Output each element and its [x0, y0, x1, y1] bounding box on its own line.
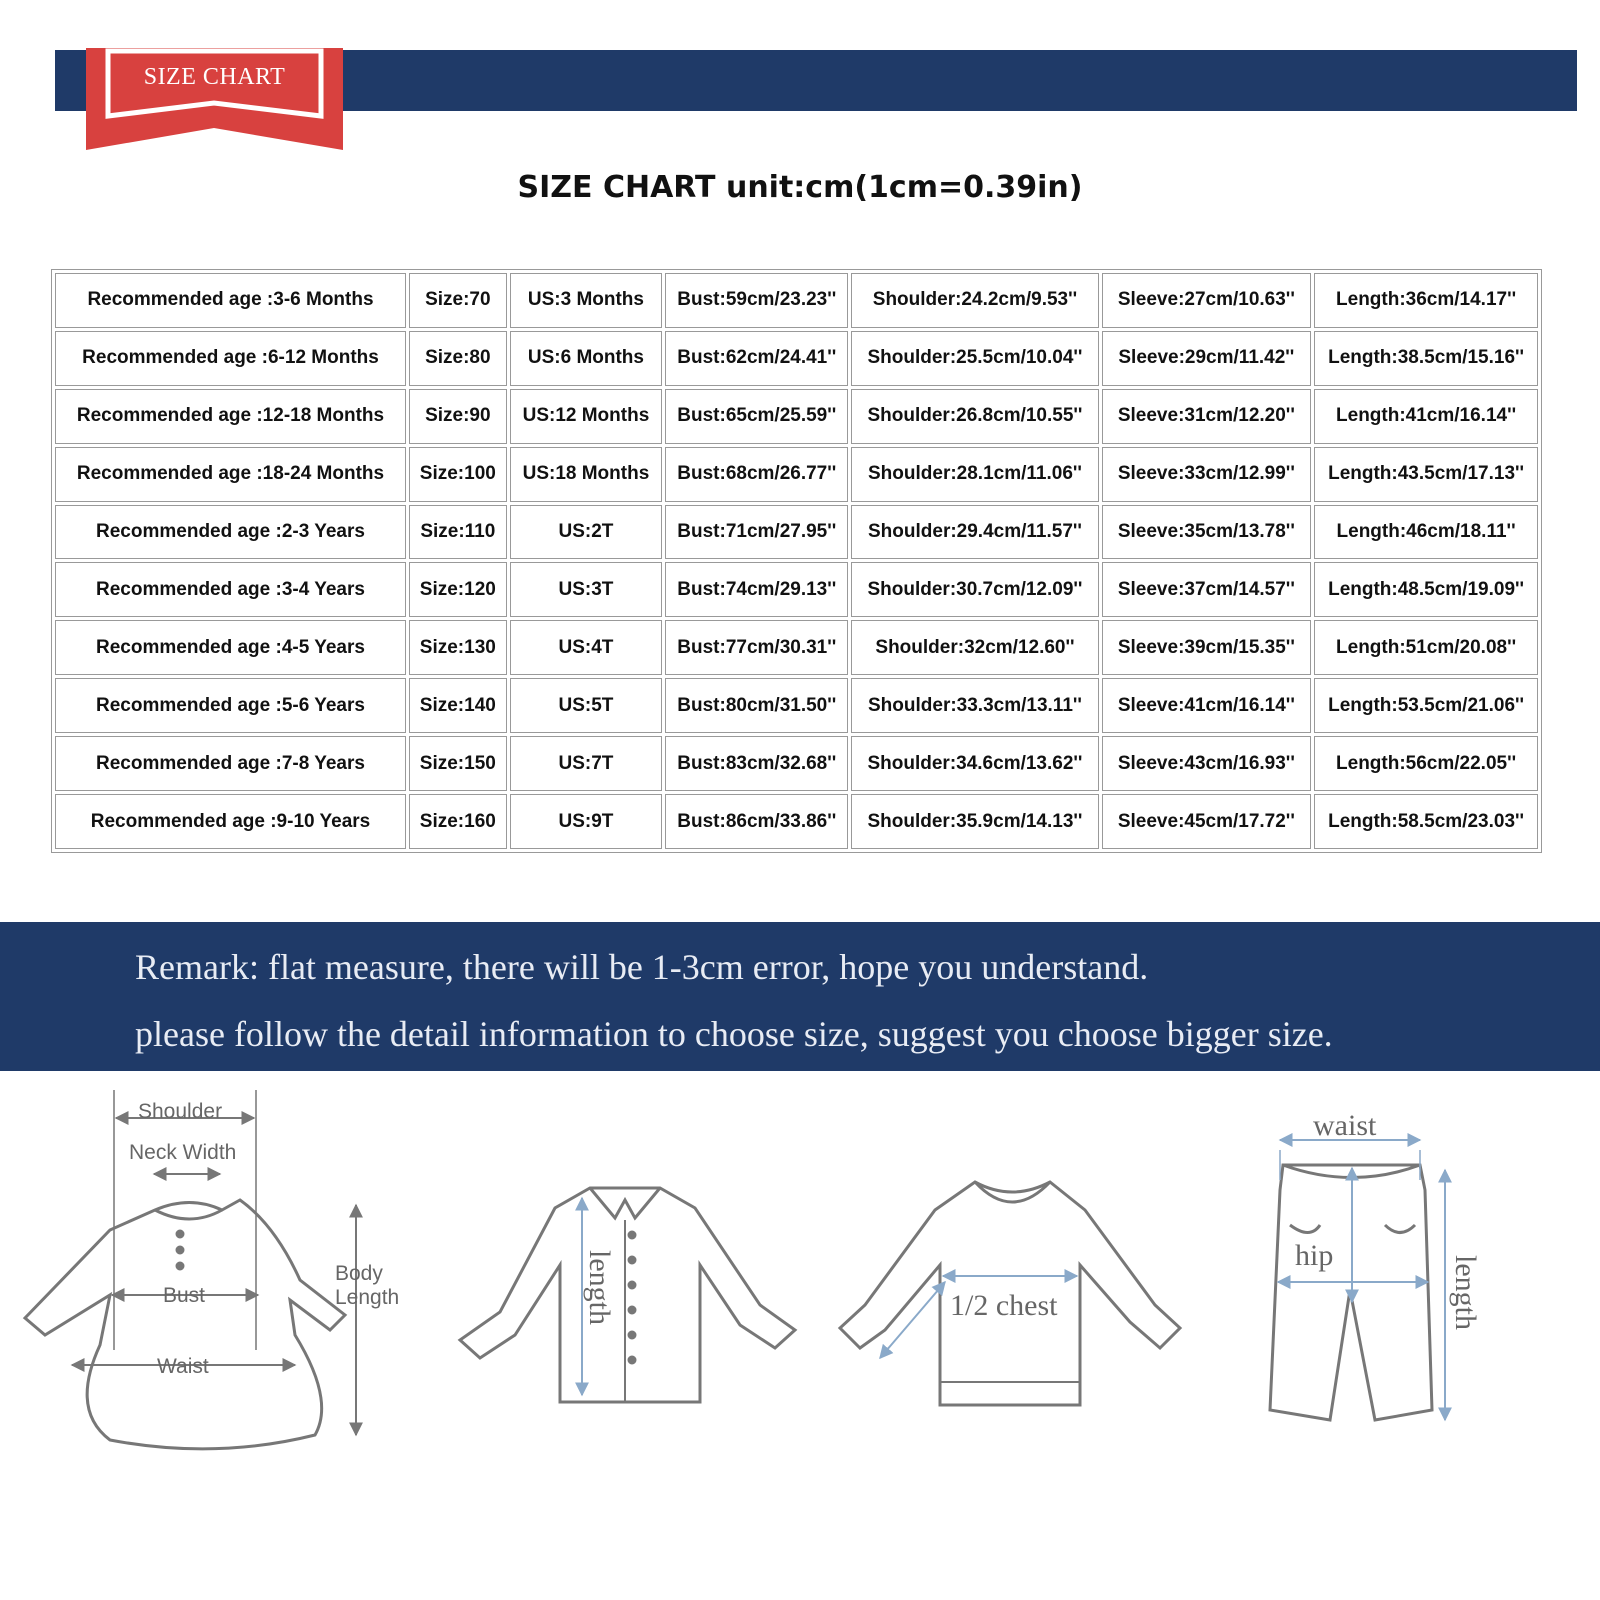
- pants-hip-label: hip: [1295, 1239, 1334, 1272]
- remark-line-2: please follow the detail information to choose size, suggest you choose bigger size.: [135, 1014, 1333, 1054]
- table-cell: Length:58.5cm/23.03'': [1314, 794, 1538, 849]
- table-cell: Shoulder:28.1cm/11.06'': [851, 447, 1098, 502]
- pants-waist-label: waist: [1313, 1109, 1377, 1142]
- table-cell: Length:38.5cm/15.16'': [1314, 331, 1538, 386]
- table-cell: Recommended age :4-5 Years: [55, 620, 406, 675]
- shirt-diagram: [460, 1188, 795, 1402]
- table-cell: Bust:83cm/32.68'': [665, 736, 848, 791]
- table-cell: Bust:59cm/23.23'': [665, 273, 848, 328]
- table-cell: Shoulder:26.8cm/10.55'': [851, 389, 1098, 444]
- pants-diagram: [1270, 1140, 1445, 1420]
- table-cell: Size:80: [409, 331, 507, 386]
- table-cell: Recommended age :3-6 Months: [55, 273, 406, 328]
- dress-waist-label: Waist: [157, 1355, 209, 1378]
- table-cell: Length:48.5cm/19.09'': [1314, 562, 1538, 617]
- table-cell: Length:46cm/18.11'': [1314, 505, 1538, 560]
- table-cell: Recommended age :9-10 Years: [55, 794, 406, 849]
- dress-body-label: Body: [335, 1262, 383, 1285]
- table-cell: Sleeve:35cm/13.78'': [1102, 505, 1312, 560]
- table-row: [55, 736, 1538, 791]
- table-cell: Bust:71cm/27.95'': [665, 505, 848, 560]
- table-cell: US:9T: [510, 794, 663, 849]
- table-cell: Size:150: [409, 736, 507, 791]
- ribbon-label: SIZE CHART: [143, 64, 286, 90]
- table-cell: Shoulder:35.9cm/14.13'': [851, 794, 1098, 849]
- dress-shoulder-label: Shoulder: [138, 1100, 223, 1123]
- table-row: [55, 505, 1538, 560]
- table-cell: Shoulder:34.6cm/13.62'': [851, 736, 1098, 791]
- measurement-diagrams: [0, 1090, 1600, 1460]
- table-row: [55, 389, 1538, 444]
- table-cell: Size:120: [409, 562, 507, 617]
- table-cell: Shoulder:29.4cm/11.57'': [851, 505, 1098, 560]
- table-cell: Bust:77cm/30.31'': [665, 620, 848, 675]
- table-cell: Bust:86cm/33.86'': [665, 794, 848, 849]
- dress-length-label: Length: [335, 1286, 400, 1309]
- table-cell: Sleeve:39cm/15.35'': [1102, 620, 1312, 675]
- table-row: [55, 678, 1538, 733]
- table-cell: Recommended age :18-24 Months: [55, 447, 406, 502]
- table-cell: Shoulder:25.5cm/10.04'': [851, 331, 1098, 386]
- table-cell: Sleeve:33cm/12.99'': [1102, 447, 1312, 502]
- table-cell: Size:90: [409, 389, 507, 444]
- table-row: [55, 447, 1538, 502]
- table-cell: Length:43.5cm/17.13'': [1314, 447, 1538, 502]
- table-cell: Shoulder:32cm/12.60'': [851, 620, 1098, 675]
- table-cell: Recommended age :6-12 Months: [55, 331, 406, 386]
- table-cell: Recommended age :7-8 Years: [55, 736, 406, 791]
- table-row: [55, 620, 1538, 675]
- table-cell: Recommended age :2-3 Years: [55, 505, 406, 560]
- table-cell: US:12 Months: [510, 389, 663, 444]
- table-cell: US:7T: [510, 736, 663, 791]
- table-cell: Bust:68cm/26.77'': [665, 447, 848, 502]
- table-cell: Recommended age :3-4 Years: [55, 562, 406, 617]
- table-cell: Sleeve:43cm/16.93'': [1102, 736, 1312, 791]
- table-cell: US:2T: [510, 505, 663, 560]
- table-cell: Bust:74cm/29.13'': [665, 562, 848, 617]
- table-cell: Length:53.5cm/21.06'': [1314, 678, 1538, 733]
- table-cell: Size:130: [409, 620, 507, 675]
- table-cell: Sleeve:31cm/12.20'': [1102, 389, 1312, 444]
- table-cell: US:4T: [510, 620, 663, 675]
- table-cell: Bust:80cm/31.50'': [665, 678, 848, 733]
- table-cell: Shoulder:30.7cm/12.09'': [851, 562, 1098, 617]
- table-cell: Shoulder:24.2cm/9.53'': [851, 273, 1098, 328]
- table-cell: Recommended age :12-18 Months: [55, 389, 406, 444]
- table-cell: Length:41cm/16.14'': [1314, 389, 1538, 444]
- table-cell: Size:160: [409, 794, 507, 849]
- table-cell: Shoulder:33.3cm/13.11'': [851, 678, 1098, 733]
- table-row: [55, 273, 1538, 328]
- table-cell: Size:70: [409, 273, 507, 328]
- remark-line-1: Remark: flat measure, there will be 1-3cm error, hope you understand.: [135, 947, 1149, 987]
- table-cell: Recommended age :5-6 Years: [55, 678, 406, 733]
- table-cell: Sleeve:45cm/17.72'': [1102, 794, 1312, 849]
- table-row: [55, 562, 1538, 617]
- table-cell: Size:100: [409, 447, 507, 502]
- table-row: [55, 794, 1538, 849]
- table-row: [55, 331, 1538, 386]
- table-cell: Sleeve:29cm/11.42'': [1102, 331, 1312, 386]
- table-cell: Sleeve:27cm/10.63'': [1102, 273, 1312, 328]
- table-cell: Sleeve:37cm/14.57'': [1102, 562, 1312, 617]
- sweater-chest-label: 1/2 chest: [950, 1289, 1058, 1322]
- table-cell: Length:51cm/20.08'': [1314, 620, 1538, 675]
- table-cell: Sleeve:41cm/16.14'': [1102, 678, 1312, 733]
- table-cell: Size:140: [409, 678, 507, 733]
- table-cell: Size:110: [409, 505, 507, 560]
- table-cell: Length:56cm/22.05'': [1314, 736, 1538, 791]
- pants-length-label: length: [1449, 1255, 1482, 1330]
- table-cell: US:3 Months: [510, 273, 663, 328]
- table-cell: Length:36cm/14.17'': [1314, 273, 1538, 328]
- table-cell: US:6 Months: [510, 331, 663, 386]
- size-table: [51, 269, 1542, 853]
- table-cell: US:5T: [510, 678, 663, 733]
- table-cell: Bust:62cm/24.41'': [665, 331, 848, 386]
- dress-neck-width-label: Neck Width: [129, 1141, 237, 1164]
- dress-bust-label: Bust: [163, 1284, 206, 1307]
- shirt-length-label: length: [583, 1250, 616, 1325]
- table-cell: US:3T: [510, 562, 663, 617]
- table-cell: Bust:65cm/25.59'': [665, 389, 848, 444]
- table-cell: US:18 Months: [510, 447, 663, 502]
- chart-title: SIZE CHART unit:cm(1cm=0.39in): [517, 170, 1083, 205]
